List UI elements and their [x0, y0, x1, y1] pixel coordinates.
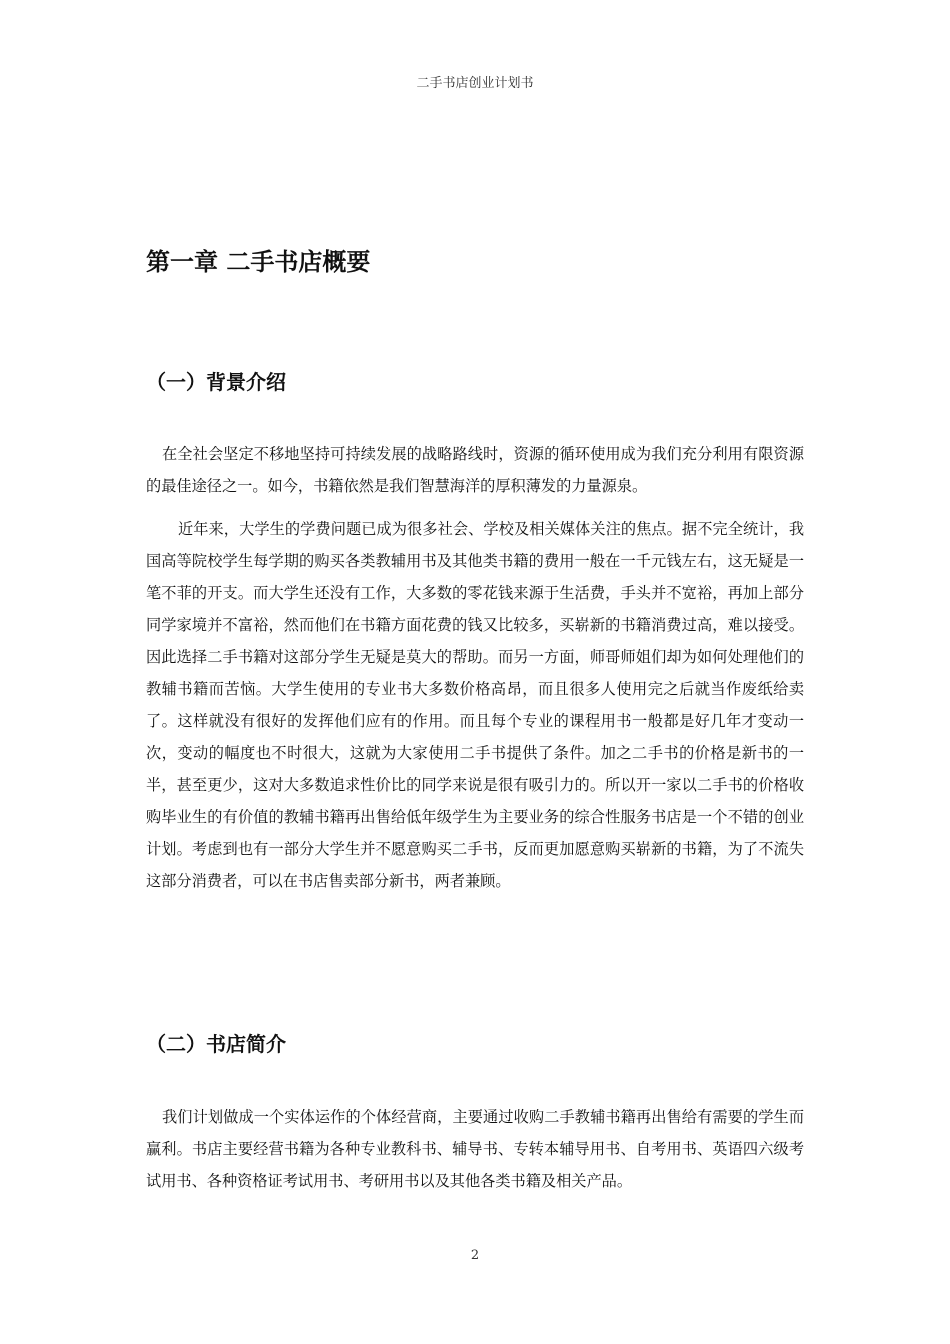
page-header: 二手书店创业计划书	[416, 76, 534, 91]
background-paragraph-2: 近年来，大学生的学费问题已成为很多社会、学校及相关媒体关注的焦点。据不完全统计，我国高等院校学生每学期的购买各类教辅用书及其他类书籍的费用一般在一千元钱左右，这无疑是一笔不菲的开支。而大学生还没有工作，大多数的零花钱来源于生活费，手头并不宽裕，再加上部分同学家境并不富裕，然而他们在书籍方面花费的钱又比较多，买崭新的书籍消费过高，难以接受。因此选择二手书籍对这部分学生无疑是莫大的帮助。而另一方面，师哥师姐们却为如何处理他们的教辅书籍而苦恼。大学生使用的专业书大多数价格高昂，而且很多人使用完之后就当作废纸给卖了。这样就没有很好的发挥他们应有的作用。而且每个专业的课程用书一般都是好几年才变动一次，变动的幅度也不时很大，这就为大家使用二手书提供了条件。加之二手书的价格是新书的一半，甚至更少，这对大多数追求性价比的同学来说是很有吸引力的。所以开一家以二手书的价格收购毕业生的有价值的教辅书籍再出售给低年级学生为主要业务的综合性服务书店是一个不错的创业计划。考虑到也有一部分大学生并不愿意购买二手书，反而更加愿意购买崭新的书籍，为了不流失这部分消费者，可以在书店售卖部分新书，两者兼顾。	[146, 520, 804, 890]
store-intro-paragraph: 我们计划做成一个实体运作的个体经营商，主要通过收购二手教辅书籍再出售给有需要的学生而赢利。书店主要经营书籍为各种专业教科书、辅导书、专转本辅导用书、自考用书、英语四六级考试用书、各种资格证考试用书、考研用书以及其他各类书籍及相关产品。	[146, 1108, 804, 1190]
section-title-background: （一）背景介绍	[146, 370, 286, 394]
store-intro-paragraph-block	[146, 1101, 804, 1197]
background-paragraph-2-block	[146, 513, 804, 897]
background-paragraph-1-block	[146, 438, 804, 502]
section-title-store-intro: （二）书店简介	[146, 1032, 286, 1056]
page-number: 2	[470, 1248, 480, 1263]
chapter-title: 第一章 二手书店概要	[146, 248, 371, 276]
background-paragraph-1: 在全社会坚定不移地坚持可持续发展的战略路线时，资源的循环使用成为我们充分利用有限资源的最佳途径之一。如今，书籍依然是我们智慧海洋的厚积薄发的力量源泉。	[146, 445, 804, 495]
